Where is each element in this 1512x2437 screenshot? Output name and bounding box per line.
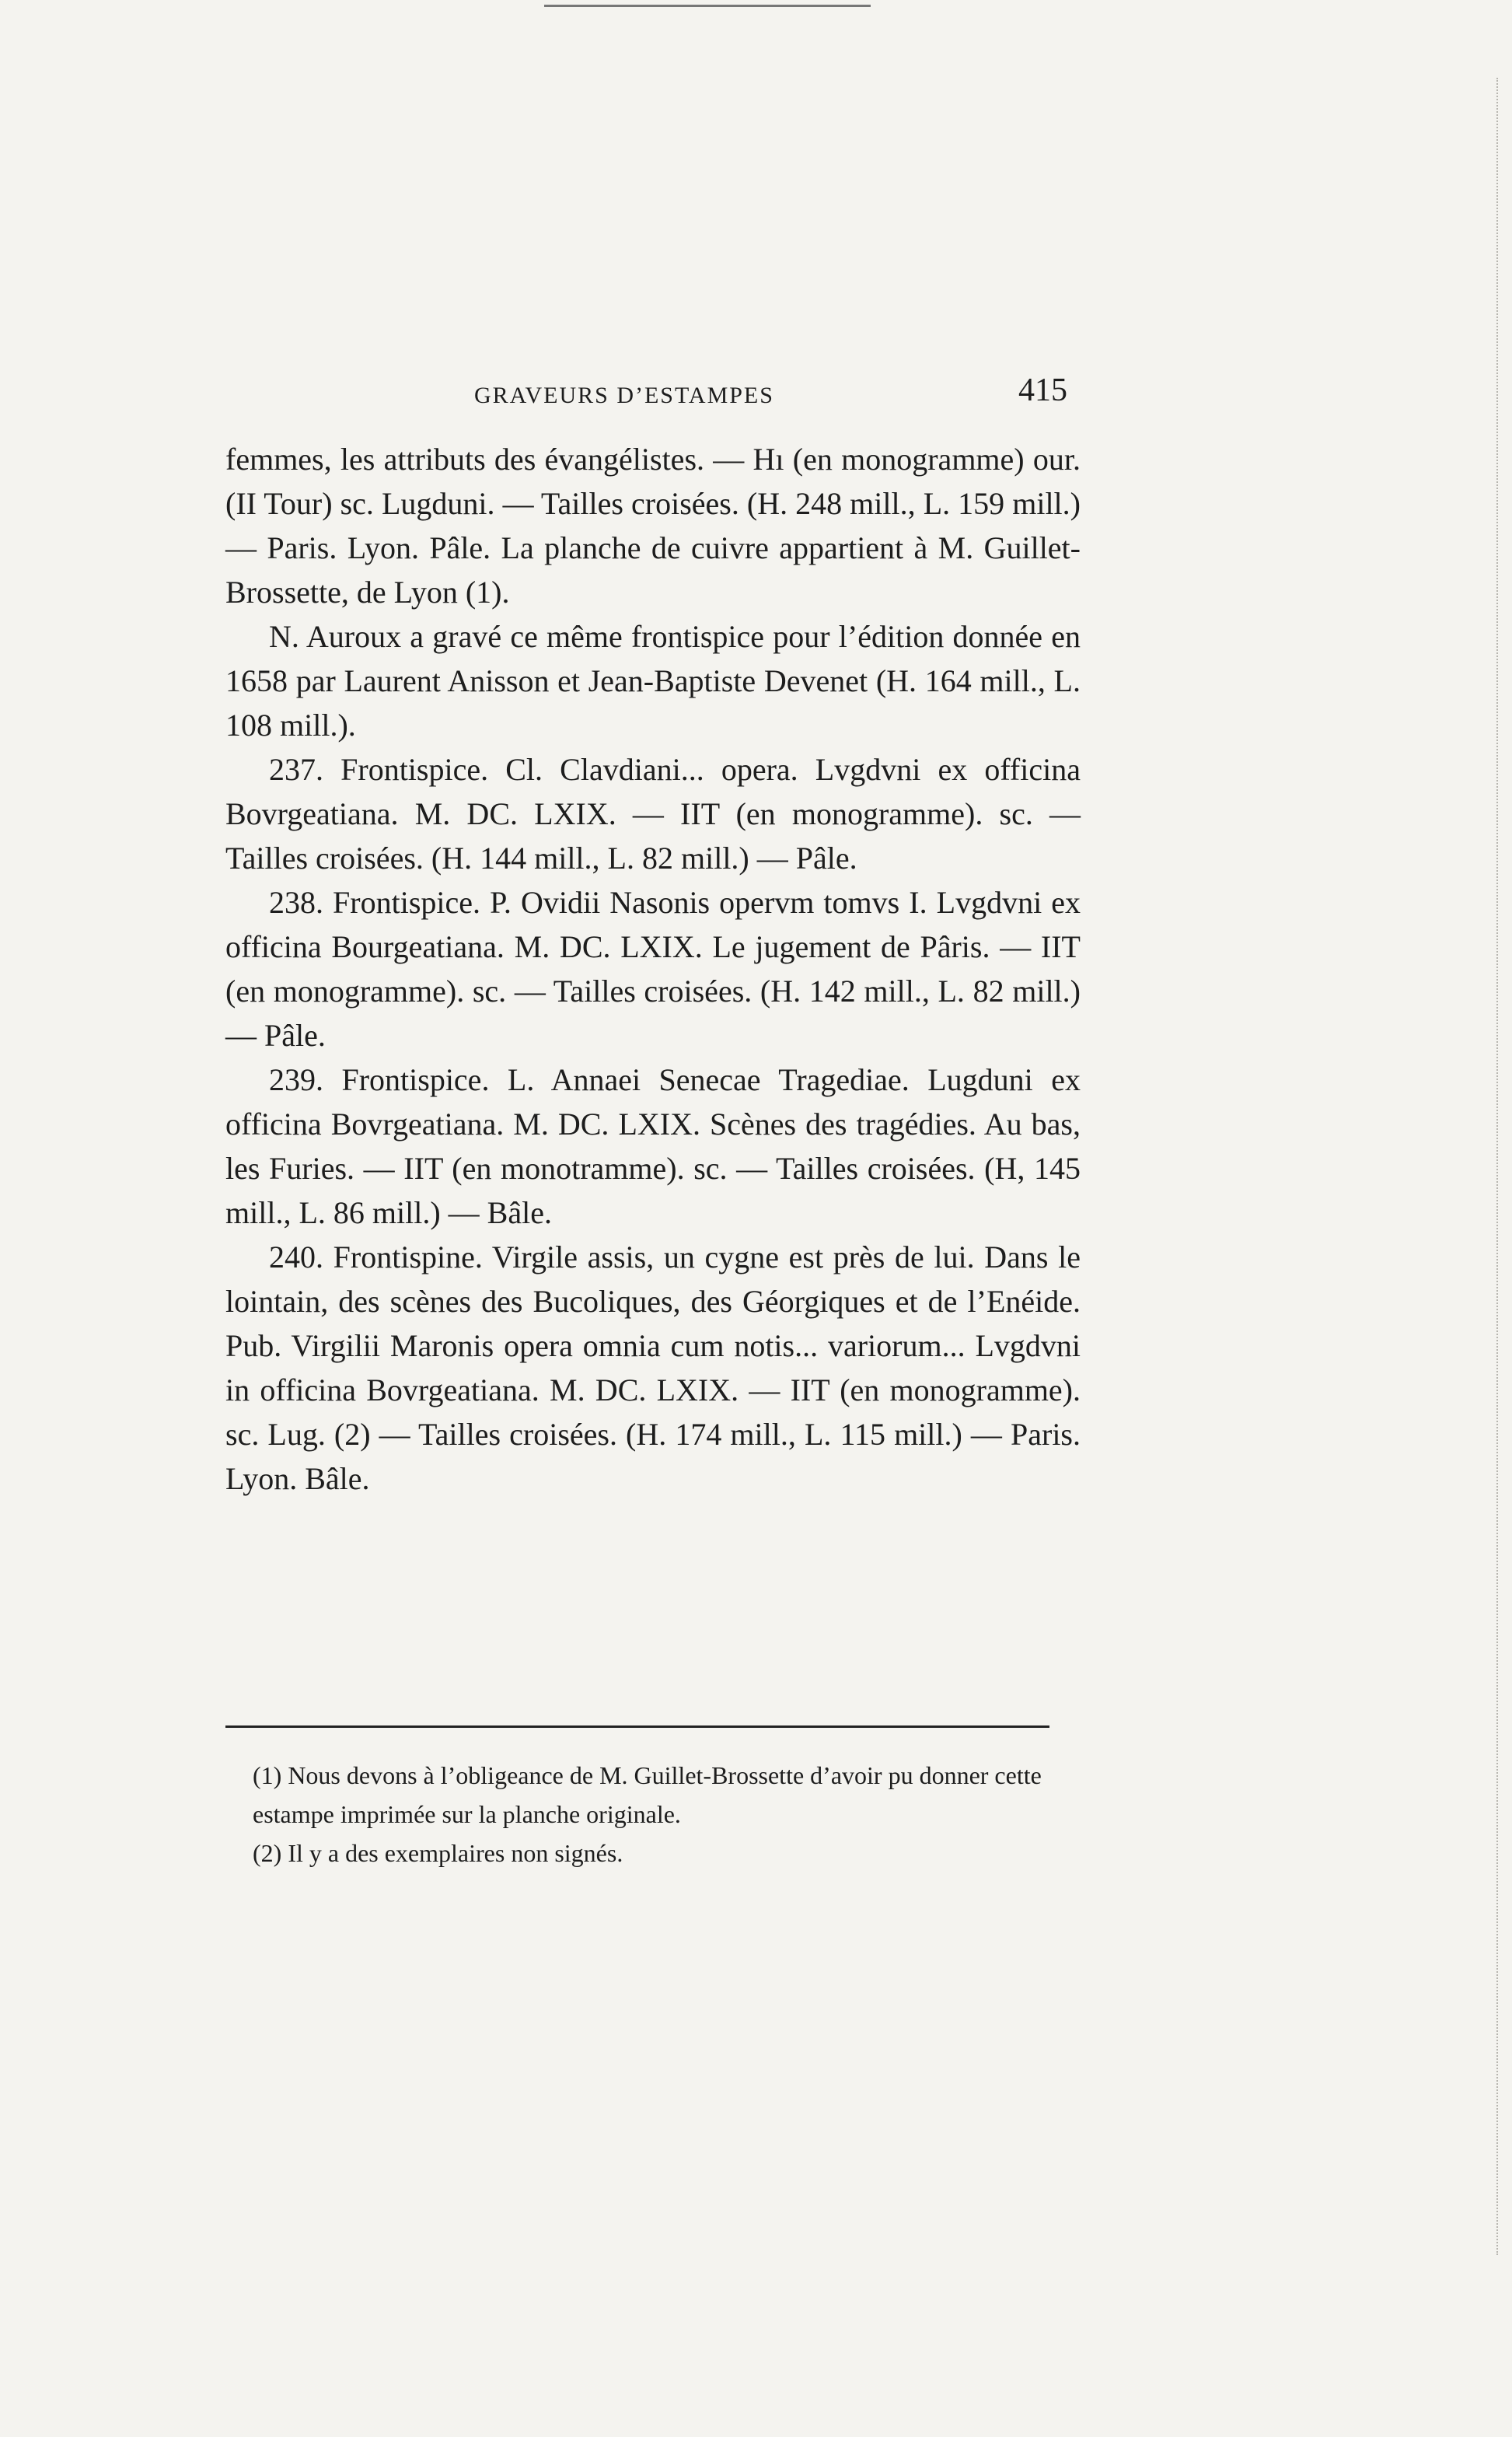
entry-240: 240. Frontispine. Virgile assis, un cygne est près de lui. Dans le lointain, des scènes des Bucoliques, des Géorgiques et de l’Enéide. Pub. Virgilii Maronis opera omnia cum notis... variorum... Lvgdvni in officina Bovrgeatiana. M. DC. LXIX. — IIT (en monogramme). sc. Lug. (2) — Tailles croisées. (H. 174 mill., L. 115 mill.) — Paris. Lyon. Bâle.: [225, 1239, 1081, 1496]
footnote-1: (1) Nous devons à l’obligeance de M. Guillet-Brossette d’avoir pu donner cette estampe imprimée sur la planche originale.: [253, 1761, 1042, 1828]
page-header: [225, 372, 1096, 426]
top-edge-rule: [544, 5, 871, 7]
entry-239: 239. Frontispice. L. Annaei Senecae Tragediae. Lugduni ex officina Bovrgeatiana. M. DC. LXIX. Scènes des tragédies. Au bas, les Furies. — IIT (en monotramme). sc. — Tailles croisées. (H, 145 mill., L. 86 mill.) — Bâle.: [225, 1062, 1081, 1230]
body-text: [225, 437, 1081, 1501]
entry-238: 238. Frontispice. P. Ovidii Nasonis opervm tomvs I. Lvgdvni ex officina Bourgeatiana. M. DC. LXIX. Le jugement de Pâris. — IIT (en monogramme). sc. — Tailles croisées. (H. 142 mill., L. 82 mill.) — Pâle.: [225, 885, 1081, 1053]
footnotes: [253, 1756, 1061, 1872]
footnote-2: (2) Il y a des exemplaires non signés.: [253, 1839, 623, 1867]
paragraph-auroux-note: N. Auroux a gravé ce même frontispice pour l’édition donnée en 1658 par Laurent Anisson et Jean-Baptiste Devenet (H. 164 mill., L. 108 mill.).: [225, 619, 1081, 743]
entry-237: 237. Frontispice. Cl. Clavdiani... opera. Lvgdvni ex officina Bovrgeatiana. M. DC. LXIX. — IIT (en monogramme). sc. — Tailles croisées. (H. 144 mill., L. 82 mill.) — Pâle.: [225, 752, 1081, 876]
paragraph-continuation: femmes, les attributs des évangélistes. — Hı (en monogramme) our. (II Tour) sc. Lugduni. — Tailles croisées. (H. 248 mill., L. 159 mill.) — Paris. Lyon. Pâle. La planche de cuivre appartient à M. Guillet-Brossette, de Lyon (1).: [225, 442, 1081, 610]
page-number: 415: [1018, 372, 1067, 408]
right-edge-marks: [1496, 78, 1500, 2255]
footnote-rule: [225, 1725, 1049, 1728]
running-head: GRAVEURS D’ESTAMPES: [474, 383, 774, 408]
